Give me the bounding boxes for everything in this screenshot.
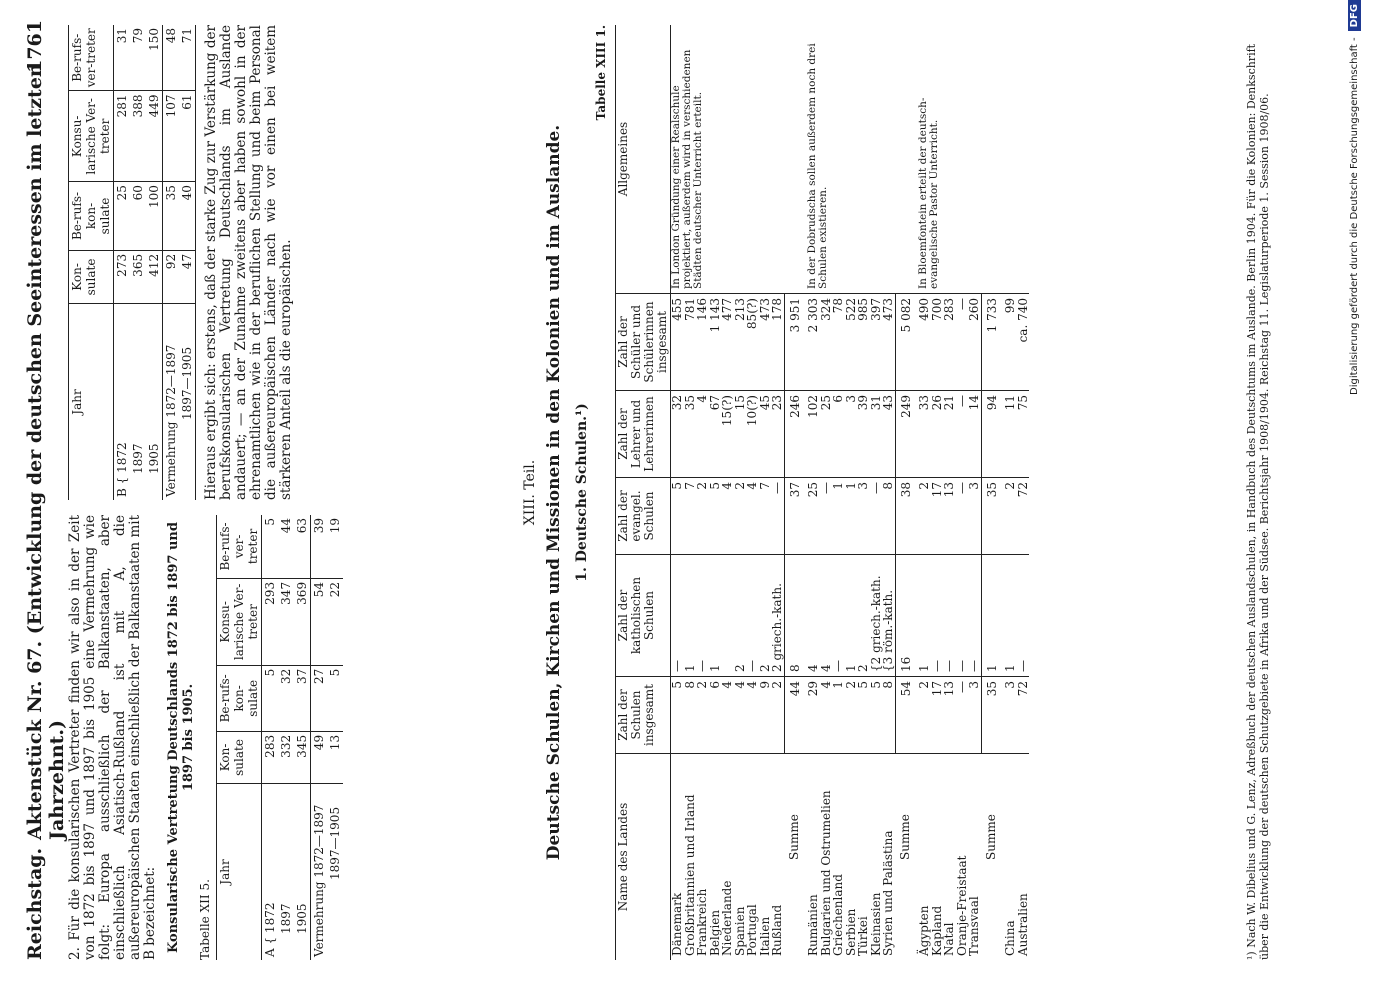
country-name: Bulgarien und Ostrumelien [818, 790, 833, 956]
empty-note [1017, 25, 1030, 294]
cell: 2 [734, 555, 747, 677]
country-name: Niederlande [720, 880, 734, 956]
cell: 388 [130, 91, 146, 182]
cell: 4 [721, 478, 734, 555]
cell: 7 [684, 478, 697, 555]
cell: 9 [759, 677, 772, 754]
cell: — [931, 555, 944, 677]
cell: 1 [845, 478, 858, 555]
header-left: Reichstag. [24, 847, 46, 960]
cell: 35 [163, 182, 180, 251]
sum-row [784, 25, 807, 960]
cell: 17 [931, 677, 944, 754]
country-name: Australien [1015, 893, 1030, 956]
cell: 2 [696, 478, 709, 555]
cell: 522 [845, 294, 858, 391]
sum-label: Summe [787, 814, 801, 860]
cell: 473 [759, 294, 772, 391]
table-row [671, 25, 684, 960]
cell: 5 [671, 677, 684, 754]
cell: 490 [918, 294, 931, 391]
sum-row [981, 25, 1004, 960]
cell: 397 [870, 294, 883, 391]
cell: 102 [807, 391, 820, 478]
year: 1905 [147, 443, 161, 474]
table-row [1004, 25, 1017, 960]
period: 1897—1905 [180, 346, 194, 420]
cell: 13 [943, 478, 956, 555]
sum-cell: 1 733 [981, 294, 1004, 391]
cell: 412 [146, 250, 163, 303]
cell: 25 [807, 478, 820, 555]
cell: 17 [931, 478, 944, 555]
cell: 40 [179, 182, 196, 251]
consular-table-ref: Tabelle XII 5. [198, 879, 212, 960]
schools-table-body [671, 25, 1030, 960]
subsection-title: 1. Deutsche Schulen.¹) [574, 403, 590, 582]
cell: 4 [746, 478, 759, 555]
year: 1872 [263, 902, 277, 934]
cell: — [956, 391, 969, 478]
page-number: 1761 [24, 20, 46, 73]
sum-row [895, 25, 918, 960]
cell: 15 [734, 391, 747, 478]
cell: 150 [146, 25, 163, 91]
cell: 260 [968, 294, 981, 391]
cell: 213 [734, 294, 747, 391]
cell: 700 [931, 294, 944, 391]
cell: 5 [709, 478, 722, 555]
cell: 4 [721, 677, 734, 754]
cell: 54 [311, 578, 328, 665]
cell: 6 [709, 677, 722, 754]
sum-cell: 94 [981, 391, 1004, 478]
cell: 32 [671, 391, 684, 478]
cell: 3 [968, 677, 981, 754]
empty-note [784, 25, 807, 294]
cell: 37 [294, 665, 311, 731]
cell: 6 [832, 391, 845, 478]
schools-table [615, 25, 1029, 960]
country-name: Serbien [843, 908, 858, 956]
cell: 283 [262, 731, 279, 783]
hdr-kath: Zahl der katholischen Schulen [616, 555, 671, 677]
cell: 1 [709, 555, 722, 677]
sum-cell: 54 [895, 677, 918, 754]
cell: 29 [807, 677, 820, 754]
country-name: Kapland [929, 905, 944, 956]
cell: 477 [721, 294, 734, 391]
cell: 27 [311, 665, 328, 731]
cell: 293 [262, 578, 279, 665]
sum-cell: 44 [784, 677, 807, 754]
col-3: Be-rufs-ver-treter [69, 25, 114, 91]
cell: — [820, 478, 833, 555]
verm-label: Vermehrung [312, 881, 326, 957]
cell: 45 [759, 391, 772, 478]
col-jahr: Jahr [70, 389, 84, 415]
cell: 324 [820, 294, 833, 391]
country-name: Ägypten [917, 905, 931, 956]
cell: — [943, 555, 956, 677]
cell: 178 [771, 294, 784, 391]
period: 1897—1905 [328, 806, 342, 880]
sum-label: Summe [984, 814, 998, 860]
group-a: A [263, 948, 277, 957]
header-center: Aktenstück Nr. 67. (Entwicklung der deutschen Seeinteressen im letzten Jahrzehnt.) [24, 63, 68, 840]
cell: 44 [278, 515, 294, 578]
page-header [20, 20, 68, 960]
cell: 2 [857, 555, 870, 677]
cell: 2 [759, 555, 772, 677]
cell: 72 [1017, 677, 1030, 754]
cell: 32 [278, 665, 294, 731]
country-name: Natal [942, 922, 956, 956]
country-name: Dänemark [670, 892, 684, 956]
group-b: B [115, 488, 129, 497]
cell: 146 [696, 294, 709, 391]
consular-table-b: Jahr Kon-sulate Be-rufs-kon-sulate Konsu-larische Ver-treter Be-rufs-ver-treter B { 1872 273 25 281 31 1897 365 60 388 79 1905 412 100 449 150 Vermehrung 1872—1897 92 35 107 48 1897—1905 47 40 61 71 [68, 25, 196, 500]
cell: — [956, 294, 969, 391]
country-name: Rumänien [806, 894, 820, 956]
dfg-logo: DFG [1348, 0, 1361, 31]
country-name: China [1003, 920, 1017, 956]
cell: 33 [918, 391, 931, 478]
cell: 2 [918, 677, 931, 754]
col-0: Kon-sulate [69, 250, 114, 303]
cell: 1 [1004, 555, 1017, 677]
cell: 5 [327, 665, 343, 731]
cell: {3 röm.-kath. [882, 555, 895, 677]
col-1: Be-rufs-kon-sulate [69, 182, 114, 251]
empty-note [1004, 25, 1017, 294]
year: 1897 [131, 443, 145, 474]
country-name: Spanien [732, 906, 747, 956]
country-name: Rußland [770, 904, 784, 956]
country-name: Transvaal [967, 896, 981, 956]
cell: 5 [671, 478, 684, 555]
verm-label: Vermehrung [164, 421, 178, 497]
cell: 4 [696, 391, 709, 478]
cell: 71 [179, 25, 196, 91]
cell: 14 [968, 391, 981, 478]
table-ref: Tabelle XIII 1. [594, 25, 608, 121]
country-name: Italien [757, 916, 772, 956]
sum-cell: 38 [895, 478, 918, 555]
col-1: Be-rufs-kon-sulate [217, 665, 262, 731]
cell: 61 [179, 91, 196, 182]
cell: 3 [845, 391, 858, 478]
cell: — [671, 555, 684, 677]
sum-cell: 249 [895, 391, 918, 478]
cell: 2 303 [807, 294, 820, 391]
cell: 2 [845, 677, 858, 754]
consular-table-title: Konsularische Vertretung Deutschlands 1872 bis 1897 und 1897 bis 1905. [166, 522, 196, 953]
cell: 781 [684, 294, 697, 391]
cell: — [870, 478, 883, 555]
hdr-schulen: Zahl der Schulen insgesamt [616, 677, 671, 754]
cell: 1 [845, 555, 858, 677]
cell: — [832, 555, 845, 677]
cell: {2 griech.-kath. [870, 555, 883, 677]
table-row [807, 25, 820, 960]
cell: 1 [918, 555, 931, 677]
cell: 25 [820, 391, 833, 478]
cell: 63 [294, 515, 311, 578]
watermark-text: Digitalisierung gefördert durch die Deutsche Forschungsgemeinschaft - [1349, 37, 1360, 395]
country-name: Türkei [856, 916, 870, 956]
sum-cell: 37 [784, 478, 807, 555]
cell: — [956, 555, 969, 677]
cell: 473 [882, 294, 895, 391]
cell: 13 [943, 677, 956, 754]
year: 1872 [115, 442, 129, 473]
cell: — [1017, 555, 1030, 677]
cell: 79 [130, 25, 146, 91]
cell: 281 [114, 91, 131, 182]
country-name: Kleinasien [868, 892, 883, 956]
year: 1905 [295, 903, 309, 934]
empty-note [981, 25, 1004, 294]
cell: 49 [311, 731, 328, 783]
section-title: Deutsche Schulen, Kirchen und Missionen in den Kolonien und im Auslande. [544, 124, 564, 861]
col-2: Konsu-larische Ver-treter [217, 578, 262, 665]
cell: 3 [857, 478, 870, 555]
cell: 4 [746, 677, 759, 754]
cell: 5 [262, 665, 279, 731]
group-note: In der Dobrudscha sollen außerdem noch drei Schulen existieren. [807, 25, 895, 294]
cell: — [696, 555, 709, 677]
sum-cell: 8 [784, 555, 807, 677]
country-name: Frankreich [695, 888, 709, 956]
cell: 35 [684, 391, 697, 478]
group-note: In London Gründung einer Realschule projektiert, außerdem wird in verschiedenen Städten deutscher Unterricht erteilt. [671, 25, 785, 294]
sum-cell: 5 082 [895, 294, 918, 391]
cell: 26 [931, 391, 944, 478]
cell: ca. 740 [1017, 294, 1030, 391]
cell: 2 [918, 478, 931, 555]
cell: 3 [968, 478, 981, 555]
col-0: Kon-sulate [217, 731, 262, 783]
intro-text: 2. Für die konsularischen Vertreter finden wir also in der Zeit von 1872 bis 1897 und 1897 bis 1905 eine Vermehrung wie folgt: Europa ausschließlich der Balkanstaaten, aber einschließlich Asiatisch-Rußland ist mit A, die außereuropäischen Staaten einschließlich der Balkanstaaten mit B bezeichnet: [67, 515, 158, 960]
cell: 72 [1017, 478, 1030, 555]
right-column [68, 25, 294, 500]
cell: 39 [857, 391, 870, 478]
cell: 8 [882, 677, 895, 754]
cell: 107 [163, 91, 180, 182]
period: 1872—1897 [164, 344, 178, 418]
group-note: In Bloemfontein erteilt der deutsch-evangelische Pastor Unterricht. [918, 25, 981, 294]
cell: 100 [146, 182, 163, 251]
country-name: Portugal [745, 904, 759, 956]
country-name: Belgien [707, 909, 722, 956]
cell: 2 [771, 677, 784, 754]
cell: — [968, 555, 981, 677]
cell [721, 555, 734, 677]
cell: 5 [262, 515, 279, 578]
cell: 10(?) [746, 391, 759, 478]
cell: 92 [163, 250, 180, 303]
year: 1897 [279, 903, 293, 934]
cell: — [771, 478, 784, 555]
sum-cell: 1 [981, 555, 1004, 677]
cell: 365 [130, 250, 146, 303]
col-jahr: Jahr [218, 859, 232, 885]
country-name: Griechenland [831, 874, 845, 956]
cell: 8 [684, 677, 697, 754]
cell: 85(?) [746, 294, 759, 391]
sum-cell: 35 [981, 478, 1004, 555]
hdr-lehrer: Zahl der Lehrer und Lehrerinnen [616, 391, 671, 478]
table-row [1017, 25, 1030, 960]
cell: 5 [870, 677, 883, 754]
cell: 25 [114, 182, 131, 251]
sum-cell: 3 951 [784, 294, 807, 391]
cell: 273 [114, 250, 131, 303]
footnote: ¹) Nach W. Dibelius und G. Lenz, Adreßbuch der deutschen Auslandschulen, in Handbuch des Deutschtums im Auslande. Berlin 1904. Für die Kolonien: Denkschrift über die Entwicklung der deutschen Schutzgebiete in Afrika und der Südsee. Berichtsjahr 1908/1904. Reichstag 11. Legislaturperiode 1. Session 1908/06. [1245, 43, 1271, 960]
cell: 3 [1004, 677, 1017, 754]
period: 1872—1897 [312, 804, 326, 878]
sum-cell: 16 [895, 555, 918, 677]
country-name: Syrien und Palästina [881, 830, 895, 956]
cell: 8 [882, 478, 895, 555]
cell: 67 [709, 391, 722, 478]
cell: — [956, 677, 969, 754]
hdr-land: Name des Landes [616, 754, 671, 961]
conclusion-text: Hieraus ergibt sich: erstens, daß der starke Zug zur Verstärkung der berufskonsularischen Vertretung Deutschlands im Auslande andauert; — an der Zunahme zweitens aber haben sowohl in der ehrenamtlichen wie in der beruflichen Stellung und beim Personal die außereuropäischen Länder nach wie vor einen bei weitem stärkeren Anteil als die europäischen. [203, 25, 294, 500]
sum-cell: 246 [784, 391, 807, 478]
country-name: Oranje-Freistaat [954, 855, 969, 956]
cell: 99 [1004, 294, 1017, 391]
cell: 1 143 [709, 294, 722, 391]
sum-cell: 35 [981, 677, 1004, 754]
part-heading: XIII. Teil. [522, 459, 538, 526]
cell: — [956, 478, 969, 555]
hdr-schueler: Zahl der Schüler und Schülerinnen insgesamt [616, 294, 671, 391]
cell: 2 [734, 478, 747, 555]
left-column [68, 515, 343, 960]
cell: 78 [832, 294, 845, 391]
hdr-evang: Zahl der evangel. Schulen [616, 478, 671, 555]
hdr-allgemeines: Allgemeines [616, 25, 671, 294]
cell: 47 [179, 250, 196, 303]
cell: 369 [294, 578, 311, 665]
cell: — [746, 555, 759, 677]
cell: 22 [327, 578, 343, 665]
cell: 283 [943, 294, 956, 391]
cell: 7 [759, 478, 772, 555]
cell: 15(?) [721, 391, 734, 478]
cell: 347 [278, 578, 294, 665]
cell: 449 [146, 91, 163, 182]
cell: 31 [114, 25, 131, 91]
cell: 1 [684, 555, 697, 677]
cell: 60 [130, 182, 146, 251]
cell: 39 [311, 515, 328, 578]
cell: 13 [327, 731, 343, 783]
cell: 4 [820, 555, 833, 677]
cell: 455 [671, 294, 684, 391]
cell: 11 [1004, 391, 1017, 478]
cell: 31 [870, 391, 883, 478]
cell: 345 [294, 731, 311, 783]
cell: 2 [1004, 478, 1017, 555]
cell: 4 [820, 677, 833, 754]
cell: 23 [771, 391, 784, 478]
cell: 75 [1017, 391, 1030, 478]
empty-note [895, 25, 918, 294]
cell: 4 [807, 555, 820, 677]
cell: 332 [278, 731, 294, 783]
cell: 48 [163, 25, 180, 91]
cell: 2 [696, 677, 709, 754]
cell: 1 [832, 677, 845, 754]
cell: 19 [327, 515, 343, 578]
cell: 5 [857, 677, 870, 754]
cell: 985 [857, 294, 870, 391]
dfg-watermark [1348, 0, 1378, 760]
table-row [918, 25, 931, 960]
cell: 1 [832, 478, 845, 555]
sum-label: Summe [898, 814, 912, 860]
col-3: Be-rufs-ver-treter [217, 515, 262, 578]
col-2: Konsu-larische Ver-treter [69, 91, 114, 182]
cell: 21 [943, 391, 956, 478]
cell: 2 griech.-kath. [771, 555, 784, 677]
cell: 4 [734, 677, 747, 754]
cell: 43 [882, 391, 895, 478]
country-name: Großbritannien und Irland [682, 794, 697, 956]
consular-table-a: Jahr Kon-sulate Be-rufs-kon-sulate Konsu-larische Ver-treter Be-rufs-ver-treter A { 1872 283 5 293 5 1897 332 32 347 44 1905 345 37 369 63 Vermehrung 1872—1897 49 27 54 39 1897—1905 13 5 22 19 [216, 515, 343, 960]
